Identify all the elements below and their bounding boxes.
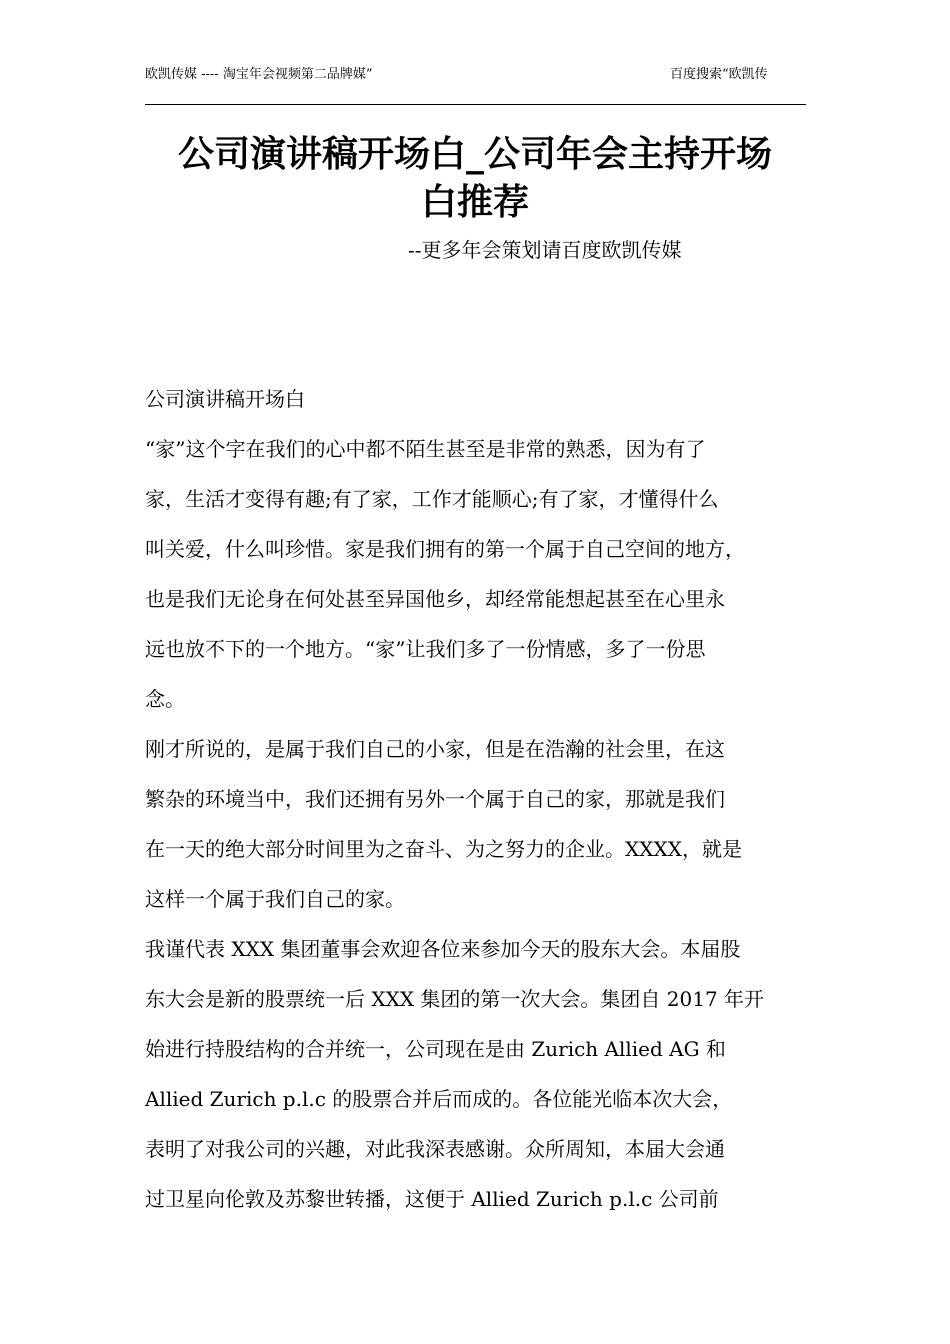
body-line: 这样一个属于我们自己的家。 [145, 887, 405, 911]
body-line: 我谨代表 XXX 集团董事会欢迎各位来参加今天的股东大会。本届股 [145, 937, 741, 961]
page-header [145, 66, 806, 105]
body-line: “家”这个字在我们的心中都不陌生甚至是非常的熟悉，因为有了 [145, 437, 706, 461]
title-line-2: 白推荐 [420, 181, 529, 223]
document-subtitle: --更多年会策划请百度欧凯传媒 [408, 238, 682, 262]
body-line: 繁杂的环境当中，我们还拥有另外一个属于自己的家，那就是我们 [145, 787, 725, 811]
body-line: 表明了对我公司的兴趣，对此我深表感谢。众所周知，本届大会通 [145, 1137, 725, 1161]
body-line: 也是我们无论身在何处甚至异国他乡，却经常能想起甚至在心里永 [145, 587, 725, 611]
document-title [140, 130, 810, 226]
body-line: 在一天的绝大部分时间里为之奋斗、为之努力的企业。XXXX，就是 [145, 837, 742, 861]
body-line: 念。 [145, 687, 185, 711]
header-left-text: 欧凯传媒 ---- 淘宝年会视频第二品牌媒” [145, 67, 373, 82]
section-heading: 公司演讲稿开场白 [145, 387, 305, 411]
body-line: 始进行持股结构的合并统一，公司现在是由 Zurich Allied AG 和 [145, 1037, 726, 1061]
body-line: 东大会是新的股票统一后 XXX 集团的第一次大会。集团自 2017 年开 [145, 987, 765, 1011]
body-line: 过卫星向伦敦及苏黎世转播，这便于 Allied Zurich p.l.c 公司前 [145, 1187, 719, 1211]
body-line: 远也放不下的一个地方。“家”让我们多了一份情感，多了一份思 [145, 637, 706, 661]
document-body [145, 384, 810, 1234]
body-line: 刚才所说的，是属于我们自己的小家，但是在浩瀚的社会里，在这 [145, 737, 725, 761]
header-right-text: 百度搜索“欧凯传 [670, 67, 768, 82]
body-line: 家，生活才变得有趣;有了家，工作才能顺心;有了家，才懂得什么 [145, 487, 719, 511]
body-line: 叫关爱，什么叫珍惜。家是我们拥有的第一个属于自己空间的地方， [145, 537, 745, 561]
title-line-1: 公司演讲稿开场白_公司年会主持开场 [177, 133, 772, 175]
body-line: Allied Zurich p.l.c 的股票合并后而成的。各位能光临本次大会， [145, 1087, 733, 1111]
